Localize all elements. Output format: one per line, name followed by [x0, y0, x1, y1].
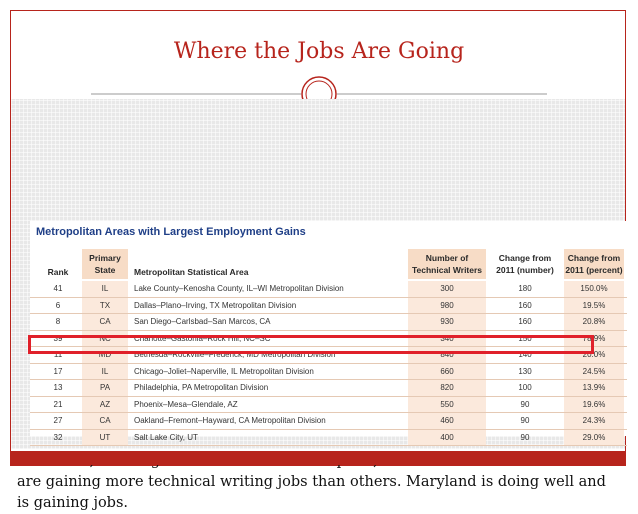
cell-writers: 660: [408, 364, 486, 380]
cell-change-pct: 24.3%: [564, 413, 624, 429]
cell-area: Dallas–Plano–Irving, TX Metropolitan Division: [134, 300, 297, 310]
cell-change-num: 140: [518, 350, 532, 360]
slide-frame: [10, 10, 626, 511]
cell-rank: 6: [55, 300, 61, 310]
slide-title: Where the Jobs Are Going: [173, 39, 465, 64]
cell-change-pct: 13.9%: [564, 380, 624, 396]
cell-change-pct: 150.0%: [564, 281, 624, 297]
cell-area: Lake County–Kenosha County, IL–WI Metropolitan Division: [134, 284, 344, 294]
table-row: [30, 364, 627, 381]
cell-change-num: 90: [520, 399, 530, 409]
cell-area: San Diego–Carlsbad–San Marcos, CA: [134, 317, 271, 327]
table-title: Metropolitan Areas with Largest Employment Gains: [36, 226, 306, 238]
cell-writers: 460: [408, 413, 486, 429]
slide-caption: are gaining more technical writing jobs than others. Maryland is doing well and is gaining jobs.: [17, 474, 606, 511]
cell-state: TX: [82, 298, 128, 314]
cell-area: Philadelphia, PA Metropolitan Division: [134, 383, 269, 393]
cell-change-num: 160: [518, 300, 532, 310]
cell-change-pct: 19.5%: [564, 298, 624, 314]
bottom-accent-bar: [11, 451, 625, 465]
employment-table: [30, 221, 627, 442]
maryland-row-highlight: [28, 335, 594, 354]
cell-rank: 13: [53, 383, 63, 393]
cell-change-pct: 20.8%: [564, 314, 624, 330]
table-row: [30, 314, 627, 331]
cell-area: Salt Lake City, UT: [134, 432, 198, 442]
cell-change-num: 150: [518, 333, 532, 343]
table-body: [30, 281, 627, 446]
cell-writers: 550: [408, 397, 486, 413]
cell-writers: 300: [408, 281, 486, 297]
cell-area: Phoenix–Mesa–Glendale, AZ: [134, 399, 238, 409]
cell-writers: 980: [408, 298, 486, 314]
cell-change-num: 180: [518, 284, 532, 294]
cell-change-num: 90: [520, 432, 530, 442]
cell-state: IL: [82, 281, 128, 297]
cell-rank: 11: [53, 350, 63, 360]
cell-rank: 32: [53, 432, 63, 442]
cell-change-num: 130: [518, 366, 532, 376]
cell-change-pct: 20.0%: [564, 347, 624, 363]
table-row: [30, 413, 627, 430]
cell-area: Charlotte–Gastonia–Rock Hill, NC–SC: [134, 333, 271, 343]
cell-writers: 400: [408, 430, 486, 446]
cell-state: AZ: [82, 397, 128, 413]
table-row: [30, 397, 627, 414]
cell-writers: 340: [408, 331, 486, 347]
cell-area: Oakland–Fremont–Hayward, CA Metropolitan Division: [134, 416, 326, 426]
cell-rank: 27: [53, 416, 63, 426]
cell-writers: 820: [408, 380, 486, 396]
cell-change-pct: 29.0%: [564, 430, 624, 446]
cell-change-pct: 24.5%: [564, 364, 624, 380]
header-metro-area: Metropolitan Statistical Area: [134, 267, 249, 277]
header-change-number: Change from 2011 (number): [496, 253, 554, 275]
cell-area: Bethesda–Rockville–Frederick, MD Metropolitan Division: [134, 350, 336, 360]
cell-rank: 21: [53, 399, 63, 409]
cell-state: CA: [82, 413, 128, 429]
cell-rank: 8: [55, 317, 61, 327]
cell-state: MD: [82, 347, 128, 363]
cell-state: UT: [82, 430, 128, 446]
cell-change-pct: 19.6%: [564, 397, 624, 413]
cell-change-num: 160: [518, 317, 532, 327]
table-row: [30, 281, 627, 298]
cell-writers: 840: [408, 347, 486, 363]
cell-state: IL: [82, 364, 128, 380]
cell-change-pct: 78.9%: [564, 331, 624, 347]
header-primary-state: Primary State: [82, 249, 128, 279]
header-change-percent: Change from 2011 (percent): [564, 249, 624, 279]
cell-rank: 41: [53, 284, 63, 294]
cell-state: PA: [82, 380, 128, 396]
content-band: [11, 99, 625, 511]
cell-state: CA: [82, 314, 128, 330]
table-row: [30, 298, 627, 315]
cell-change-num: 90: [520, 416, 530, 426]
cell-area: Chicago–Joliet–Naperville, IL Metropolitan Division: [134, 366, 314, 376]
header-technical-writers: Number of Technical Writers: [408, 249, 486, 279]
table-row: [30, 380, 627, 397]
header-rank: Rank: [47, 267, 69, 277]
cell-rank: 17: [53, 366, 63, 376]
cell-state: NC: [82, 331, 128, 347]
cell-rank: 39: [53, 333, 63, 343]
cell-change-num: 100: [518, 383, 532, 393]
cell-writers: 930: [408, 314, 486, 330]
table-row: [30, 430, 627, 447]
